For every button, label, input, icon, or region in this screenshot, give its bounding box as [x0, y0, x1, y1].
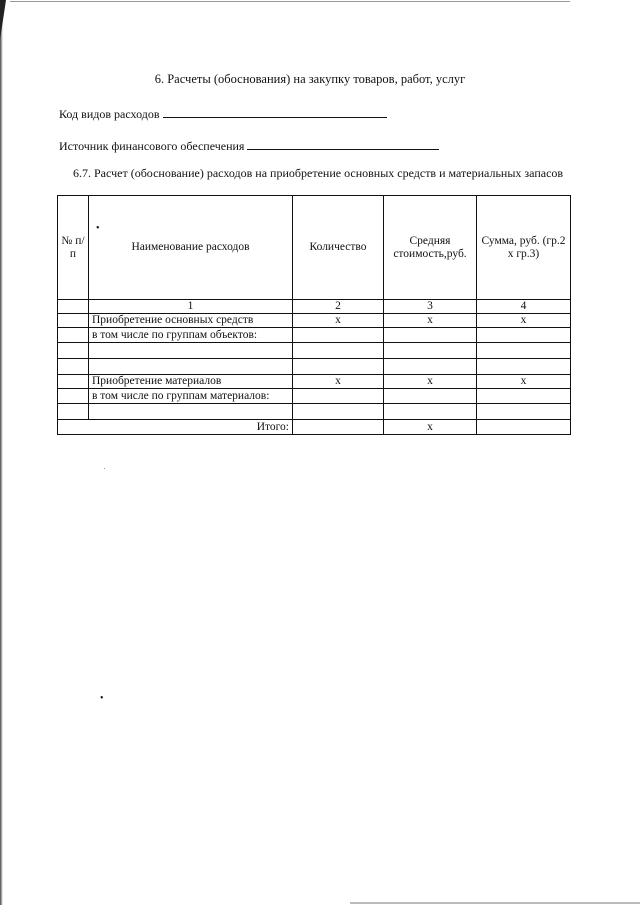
row-quantity-cell[interactable] — [293, 343, 384, 359]
row-avg-cost-cell[interactable] — [384, 359, 477, 375]
row-name-cell[interactable] — [89, 404, 293, 420]
header-quantity — [293, 196, 384, 300]
row-num-cell[interactable] — [58, 359, 89, 375]
row-sum-cell[interactable] — [477, 404, 571, 420]
header-num — [58, 196, 89, 300]
table-row — [58, 343, 571, 359]
row-name-cell[interactable]: Приобретение материалов — [89, 375, 293, 389]
row-sum-cell[interactable] — [477, 359, 571, 375]
calculation-table — [57, 195, 571, 435]
header-avg-cost-label: Средняя стоимость,руб. — [393, 234, 467, 260]
bullet-mark-icon: • — [96, 223, 100, 234]
total-sum-cell[interactable] — [477, 420, 571, 435]
col-number-3: 3 — [384, 300, 477, 314]
row-num-cell[interactable] — [58, 389, 89, 404]
table-row — [58, 404, 571, 420]
scan-speck — [104, 468, 105, 469]
header-name-label: Наименование расходов — [131, 241, 250, 253]
column-number-row — [58, 300, 571, 314]
row-quantity-cell[interactable]: x — [293, 375, 384, 389]
col-number-4: 4 — [477, 300, 571, 314]
row-num-cell[interactable] — [58, 404, 89, 420]
funding-source-field — [59, 138, 439, 154]
row-num-cell[interactable] — [58, 343, 89, 359]
expense-code-blank[interactable] — [163, 106, 387, 118]
header-num-label: № п/п — [61, 234, 85, 260]
row-avg-cost-cell[interactable] — [384, 404, 477, 420]
header-sum — [477, 196, 571, 300]
row-avg-cost-cell[interactable] — [384, 343, 477, 359]
subsection-heading: 6.7. Расчет (обоснование) расходов на приобретение основных средств и материальных запасов — [73, 166, 564, 180]
header-name — [89, 196, 293, 300]
row-name-cell[interactable] — [89, 359, 293, 375]
total-label-cell: Итого: — [58, 420, 293, 435]
table-header-row — [58, 196, 571, 300]
col-number-empty — [58, 300, 89, 314]
row-sum-cell[interactable] — [477, 328, 571, 343]
row-quantity-cell[interactable] — [293, 389, 384, 404]
col-number-1: 1 — [89, 300, 293, 314]
row-sum-cell[interactable] — [477, 343, 571, 359]
row-name-cell[interactable]: в том числе по группам объектов: — [89, 328, 293, 343]
funding-source-label: Источник финансового обеспечения — [59, 139, 245, 153]
header-quantity-label: Количество — [309, 241, 367, 253]
row-num-cell[interactable] — [58, 375, 89, 389]
row-avg-cost-cell[interactable]: x — [384, 314, 477, 328]
row-name-cell[interactable]: Приобретение основных средств — [89, 314, 293, 328]
row-quantity-cell[interactable] — [293, 328, 384, 343]
header-avg-cost — [384, 196, 477, 300]
row-num-cell[interactable] — [58, 328, 89, 343]
row-name-cell[interactable] — [89, 343, 293, 359]
scan-edge-top — [10, 1, 570, 2]
funding-source-blank[interactable] — [247, 138, 439, 150]
total-row — [58, 420, 571, 435]
row-sum-cell[interactable]: x — [477, 375, 571, 389]
scan-edge-left — [0, 0, 3, 905]
table-row — [58, 359, 571, 375]
scan-corner-shadow — [0, 0, 6, 40]
row-avg-cost-cell[interactable] — [384, 389, 477, 404]
expense-code-field — [59, 106, 387, 122]
scan-edge-bottom — [350, 902, 640, 904]
stray-mark-icon: • — [100, 693, 104, 704]
total-avg-cost-cell[interactable]: x — [384, 420, 477, 435]
table-row — [58, 328, 571, 343]
row-quantity-cell[interactable]: x — [293, 314, 384, 328]
table-row — [58, 389, 571, 404]
total-quantity-cell[interactable] — [293, 420, 384, 435]
table-row — [58, 375, 571, 389]
row-quantity-cell[interactable] — [293, 359, 384, 375]
row-num-cell[interactable] — [58, 314, 89, 328]
row-name-cell[interactable]: в том числе по группам материалов: — [89, 389, 293, 404]
row-avg-cost-cell[interactable] — [384, 328, 477, 343]
col-number-2: 2 — [293, 300, 384, 314]
expense-code-label: Код видов расходов — [59, 107, 160, 121]
row-avg-cost-cell[interactable]: x — [384, 375, 477, 389]
section-heading: 6. Расчеты (обоснования) на закупку товаров, работ, услуг — [154, 72, 466, 86]
row-sum-cell[interactable]: x — [477, 314, 571, 328]
header-sum-label: Сумма, руб. (гр.2 х гр.3) — [481, 234, 566, 260]
row-sum-cell[interactable] — [477, 389, 571, 404]
table-row — [58, 314, 571, 328]
row-quantity-cell[interactable] — [293, 404, 384, 420]
